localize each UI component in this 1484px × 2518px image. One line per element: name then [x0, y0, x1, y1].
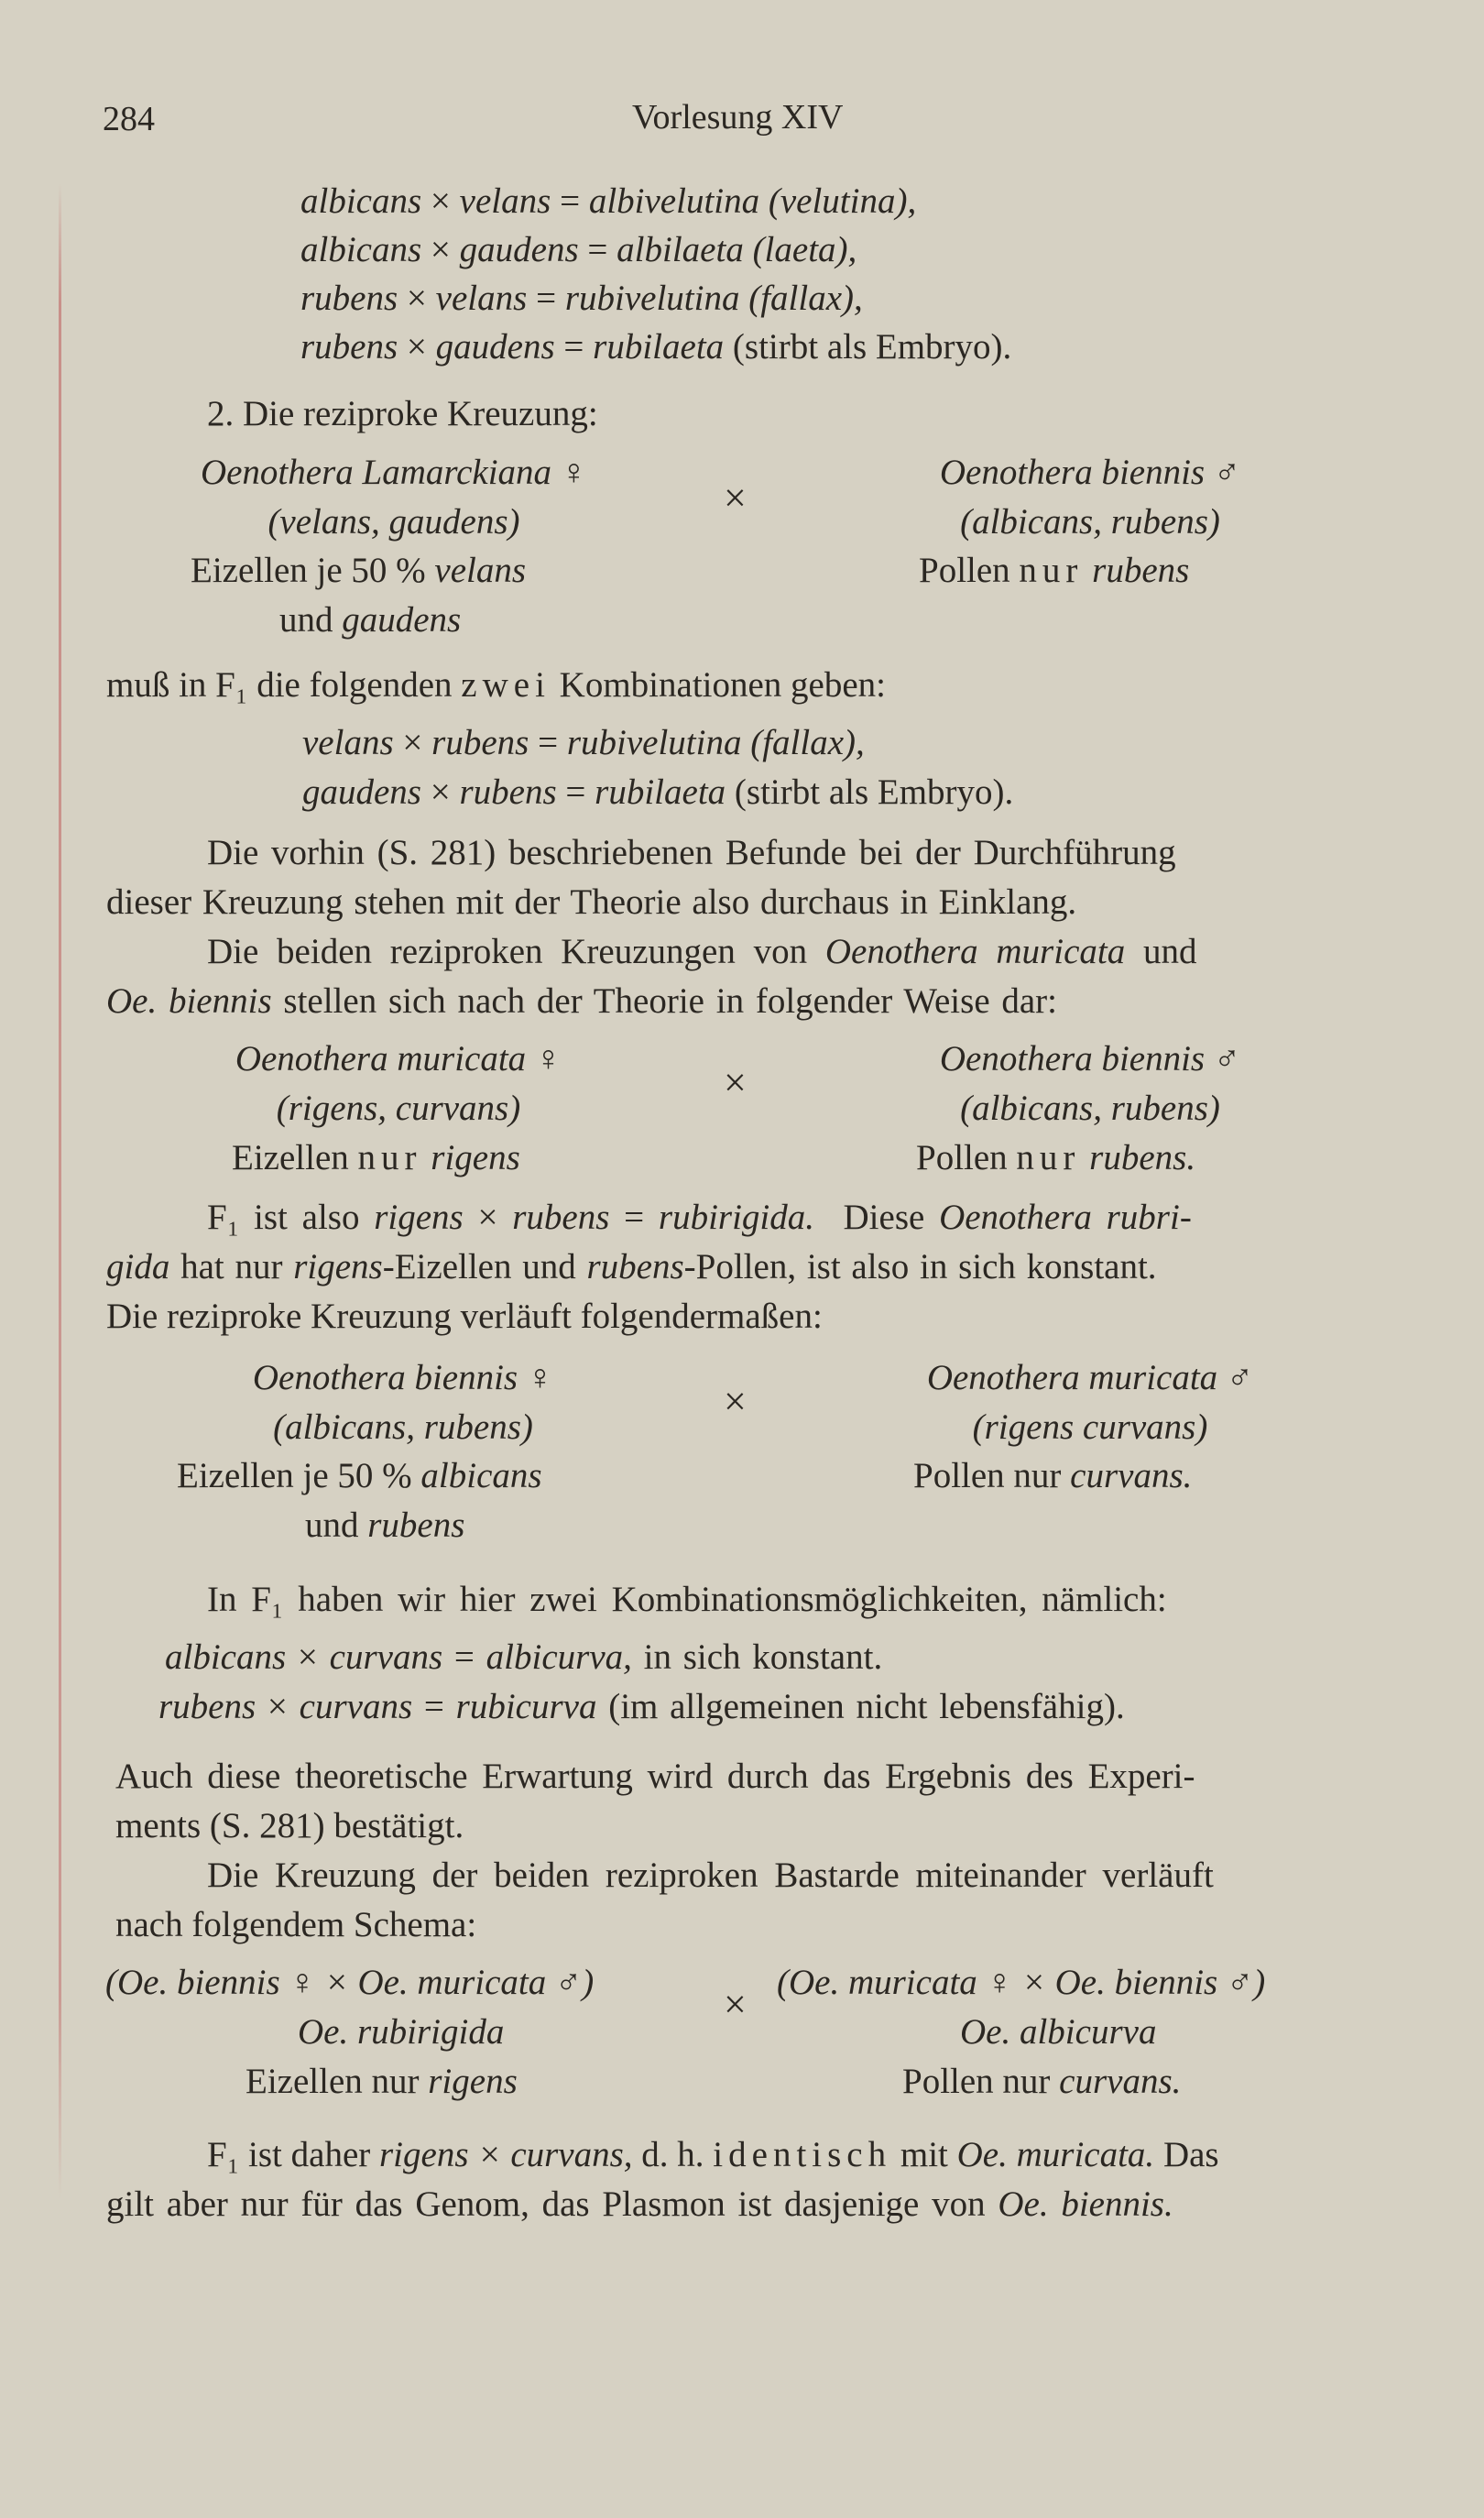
cross4-left-name: (Oe. biennis ♀ × Oe. muricata ♂): [105, 1963, 595, 2002]
paragraph-line: In F₁ haben wir hier zwei Kombinationsmöglichkeiten, nämlich:: [207, 1580, 1167, 1619]
cross4-right-hybrid: Oe. albicurva: [960, 2012, 1157, 2052]
cross4-right-name: (Oe. muricata ♀ × Oe. biennis ♂): [777, 1963, 1266, 2002]
paragraph-line: Oe. biennis stellen sich nach der Theorie in folgender Weise dar:: [106, 981, 1058, 1021]
cross1-right-name: Oenothera biennis ♂: [939, 453, 1241, 492]
paragraph-line: gida hat nur rigens-Eizellen und rubens-Pollen, ist also in sich konstant.: [106, 1247, 1157, 1286]
paragraph-line: gilt aber nur für das Genom, das Plasmon ist dasjenige von Oe. biennis.: [106, 2184, 1173, 2224]
paragraph-line: nach folgendem Schema:: [115, 1905, 477, 1944]
cross4-left-eggs: Eizellen nur rigens: [246, 2062, 518, 2101]
cross1-left-eggs: Eizellen je 50 % velans: [191, 551, 527, 590]
paragraph-line: Die beiden reziproken Kreuzungen von Oenothera muricata und: [207, 932, 1197, 971]
cross3-left-name: Oenothera biennis ♀: [252, 1358, 554, 1397]
paragraph-line: Die reziproke Kreuzung verläuft folgendermaßen:: [106, 1297, 823, 1336]
cross1-right-pollen: Pollen nur rubens: [919, 551, 1190, 590]
cross-symbol: ×: [724, 1060, 747, 1105]
cross1-left-genomes: (velans, gaudens): [267, 502, 520, 542]
cross2-left-eggs: Eizellen nur rigens: [232, 1138, 520, 1177]
cross2-left-name: Oenothera muricata ♀: [235, 1039, 562, 1078]
cross3-right-name: Oenothera muricata ♂: [926, 1358, 1254, 1397]
paragraph-line: Auch diese theoretische Erwartung wird durch das Ergebnis des Experi-: [115, 1757, 1195, 1796]
paragraph-line: dieser Kreuzung stehen mit der Theorie also durchaus in Einklang.: [106, 882, 1077, 922]
formula-line: gaudens × rubens = rubilaeta (stirbt als Embryo).: [302, 772, 1014, 812]
cross1-right-genomes: (albicans, rubens): [960, 502, 1220, 542]
formula-line: albicans × gaudens = albilaeta (laeta),: [300, 230, 857, 269]
cross-symbol: ×: [724, 1379, 747, 1424]
page-number: 284: [103, 100, 155, 138]
cross4-right-pollen: Pollen nur curvans.: [902, 2062, 1182, 2101]
cross3-right-genomes: (rigens curvans): [972, 1407, 1208, 1447]
section-heading: 2. Die reziproke Kreuzung:: [207, 394, 598, 433]
cross3-left-und: und rubens: [305, 1505, 465, 1545]
paragraph-line: F₁ ist daher rigens × curvans, d. h. identisch mit Oe. muricata. Das: [207, 2135, 1219, 2174]
cross2-left-genomes: (rigens, curvans): [276, 1089, 521, 1128]
paragraph-line: muß in F₁ die folgenden zwei Kombinationen geben:: [106, 665, 887, 705]
cross2-right-name: Oenothera biennis ♂: [939, 1039, 1241, 1078]
formula-line: rubens × curvans = rubicurva (im allgemeinen nicht lebensfähig).: [158, 1687, 1125, 1726]
paragraph-line: F₁ ist also rigens × rubens = rubirigida. Diese Oenothera rubri-: [207, 1198, 1192, 1237]
cross2-right-genomes: (albicans, rubens): [960, 1089, 1220, 1128]
formula-line: albicans × velans = albivelutina (velutina),: [300, 181, 917, 221]
cross3-left-genomes: (albicans, rubens): [273, 1407, 533, 1447]
cross-symbol: ×: [724, 1982, 747, 2027]
formula-line: albicans × curvans = albicurva, in sich konstant.: [165, 1637, 883, 1677]
paragraph-line: ments (S. 281) bestätigt.: [115, 1806, 464, 1845]
cross-symbol: ×: [724, 476, 747, 520]
paragraph-line: Die vorhin (S. 281) beschriebenen Befunde bei der Durchführung: [207, 833, 1176, 872]
formula-line: rubens × velans = rubivelutina (fallax),: [300, 279, 863, 318]
cross1-left-name: Oenothera Lamarckiana ♀: [200, 453, 588, 492]
formula-line: rubens × gaudens = rubilaeta (stirbt als Embryo).: [300, 327, 1012, 367]
cross1-left-und: und gaudens: [279, 600, 462, 640]
margin-pencil-line: [59, 183, 61, 2199]
cross3-left-eggs: Eizellen je 50 % albicans: [177, 1456, 542, 1495]
cross3-right-pollen: Pollen nur curvans.: [913, 1456, 1193, 1495]
formula-line: velans × rubens = rubivelutina (fallax),: [302, 723, 865, 762]
cross2-right-pollen: Pollen nur rubens.: [916, 1138, 1196, 1177]
cross4-left-hybrid: Oe. rubirigida: [298, 2012, 505, 2052]
running-title: Vorlesung XIV: [632, 98, 844, 137]
paragraph-line: Die Kreuzung der beiden reziproken Bastarde miteinander verläuft: [207, 1856, 1214, 1895]
